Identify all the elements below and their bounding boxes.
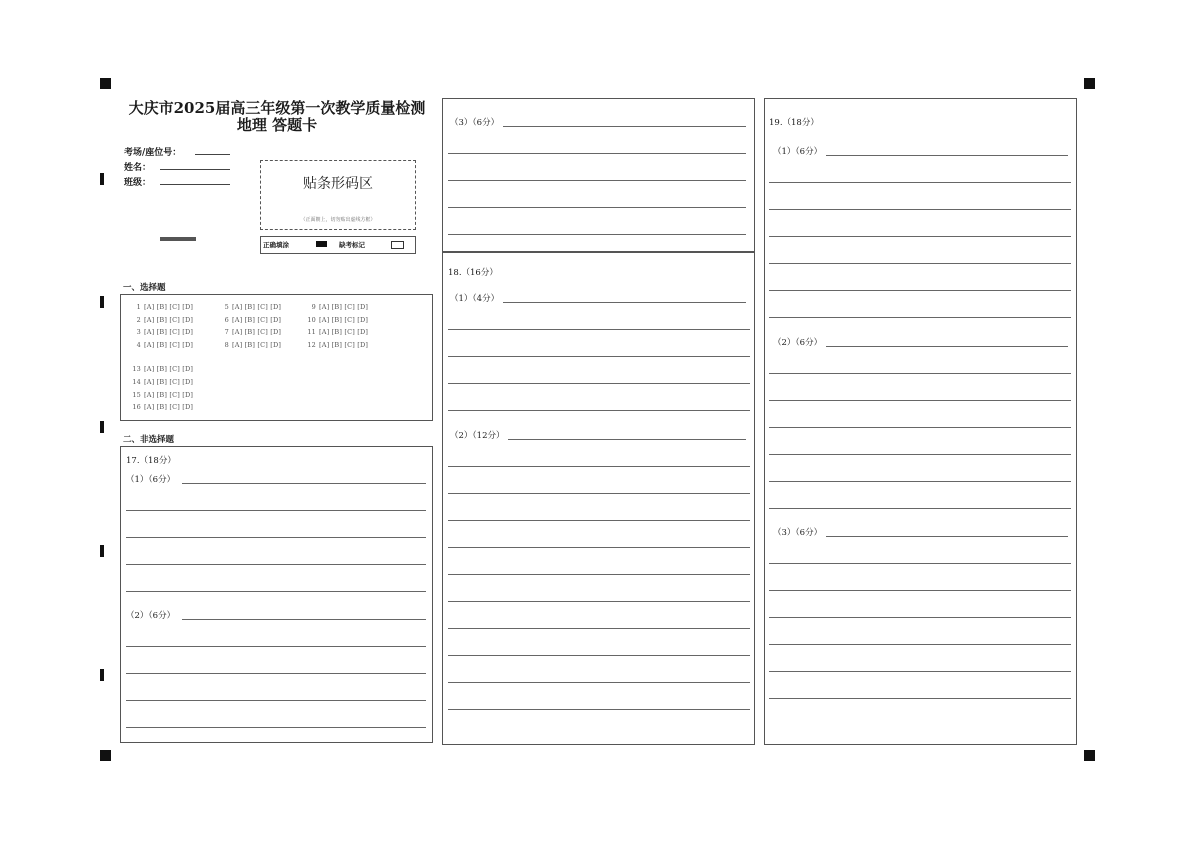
choice-number: 13 — [132, 365, 141, 373]
choice-question-5[interactable] — [218, 303, 281, 311]
choice-options[interactable]: [A] [B] [C] [D] — [144, 316, 194, 324]
answer-line[interactable] — [448, 601, 750, 602]
choice-number: 12 — [307, 341, 316, 349]
correct-fill-label: 正确填涂 — [263, 241, 289, 249]
answer-line[interactable] — [769, 373, 1071, 374]
barcode-note: （正面朝上，切勿贴出虚线方框） — [300, 217, 376, 223]
answer-line[interactable] — [126, 591, 426, 592]
class-field[interactable] — [160, 184, 230, 185]
answer-line[interactable] — [448, 493, 750, 494]
choice-options[interactable]: [A] [B] [C] [D] — [232, 303, 282, 311]
choice-options[interactable]: [A] [B] [C] [D] — [319, 328, 369, 336]
choice-number: 14 — [132, 378, 141, 386]
q19-part1-label: （1）（6分） — [773, 147, 823, 157]
q19-part2-label: （2）（6分） — [773, 338, 823, 348]
answer-line[interactable] — [769, 698, 1071, 699]
answer-line[interactable] — [448, 655, 750, 656]
barcode-title: 贴条形码区 — [303, 176, 373, 192]
choice-number: 4 — [136, 341, 141, 349]
answer-line[interactable] — [448, 547, 750, 548]
side-mark — [100, 421, 104, 433]
answer-line[interactable] — [769, 182, 1071, 183]
choice-options[interactable]: [A] [B] [C] [D] — [144, 341, 194, 349]
side-mark — [100, 669, 104, 681]
card-title: 大庆市2025届高三年级第一次教学质量检测 — [128, 99, 426, 117]
answer-line[interactable] — [448, 356, 750, 357]
q17-box — [120, 446, 433, 743]
barcode-area — [260, 160, 416, 230]
answer-line[interactable] — [769, 454, 1071, 455]
q18-box — [442, 252, 755, 745]
q19-part2-first-line[interactable] — [826, 346, 1068, 347]
choice-options[interactable]: [A] [B] [C] [D] — [144, 303, 194, 311]
answer-line[interactable] — [126, 673, 426, 674]
answer-line[interactable] — [769, 508, 1071, 509]
absent-mark-checkbox[interactable] — [391, 241, 404, 249]
answer-line[interactable] — [126, 510, 426, 511]
q17-title: 17.（18分） — [126, 456, 176, 466]
choice-number: 8 — [224, 341, 229, 349]
answer-line[interactable] — [126, 646, 426, 647]
fill-sample-box — [260, 236, 416, 254]
q19-part1-first-line[interactable] — [826, 155, 1068, 156]
exam-room-field[interactable] — [195, 154, 230, 155]
section1-title: 一、选择题 — [123, 283, 166, 293]
q17-part2-first-line[interactable] — [182, 619, 426, 620]
choice-question-15[interactable] — [130, 391, 193, 399]
choice-number: 16 — [132, 403, 141, 411]
choice-number: 7 — [224, 328, 229, 336]
answer-line[interactable] — [769, 317, 1071, 318]
choice-question-7[interactable] — [218, 328, 281, 336]
choice-box — [120, 294, 433, 421]
choice-number: 5 — [224, 303, 229, 311]
card-subtitle: 地理 答题卡 — [236, 116, 318, 134]
answer-line[interactable] — [769, 644, 1071, 645]
choice-options[interactable]: [A] [B] [C] [D] — [319, 316, 369, 324]
q17-part3-label: （3）（6分） — [450, 118, 500, 128]
answer-line[interactable] — [126, 564, 426, 565]
choice-options[interactable]: [A] [B] [C] [D] — [232, 341, 282, 349]
answer-line[interactable] — [769, 290, 1071, 291]
answer-line[interactable] — [769, 400, 1071, 401]
answer-line[interactable] — [126, 537, 426, 538]
answer-line[interactable] — [448, 234, 746, 235]
q17-part1-first-line[interactable] — [182, 483, 426, 484]
q19-title: 19.（18分） — [769, 118, 819, 128]
choice-options[interactable]: [A] [B] [C] [D] — [319, 341, 369, 349]
choice-options[interactable]: [A] [B] [C] [D] — [144, 403, 194, 411]
choice-options[interactable]: [A] [B] [C] [D] — [144, 328, 194, 336]
name-field[interactable] — [160, 169, 230, 170]
choice-number: 10 — [307, 316, 316, 324]
choice-number: 15 — [132, 391, 141, 399]
choice-number: 1 — [136, 303, 141, 311]
answer-line[interactable] — [448, 153, 746, 154]
choice-question-10[interactable] — [305, 316, 368, 324]
answer-line[interactable] — [769, 563, 1071, 564]
choice-question-13[interactable] — [130, 365, 193, 373]
choice-options[interactable]: [A] [B] [C] [D] — [319, 303, 369, 311]
corner-mark-bottom-left — [100, 750, 111, 761]
choice-options[interactable]: [A] [B] [C] [D] — [144, 378, 194, 386]
answer-line[interactable] — [448, 574, 750, 575]
choice-question-2[interactable] — [130, 316, 193, 324]
q17-part3-first-line[interactable] — [503, 126, 746, 127]
answer-line[interactable] — [448, 682, 750, 683]
answer-line[interactable] — [448, 180, 746, 181]
exam-room-label: 考场/座位号： — [124, 148, 182, 158]
class-label: 班级： — [124, 178, 152, 188]
name-label: 姓名： — [124, 163, 152, 173]
q18-part1-first-line[interactable] — [503, 302, 746, 303]
answer-line[interactable] — [448, 466, 750, 467]
choice-question-6[interactable] — [218, 316, 281, 324]
choice-question-9[interactable] — [305, 303, 368, 311]
q19-part3-label: （3）（6分） — [773, 528, 823, 538]
corner-mark-top-right — [1084, 78, 1095, 89]
choice-options[interactable]: [A] [B] [C] [D] — [144, 391, 194, 399]
answer-line[interactable] — [448, 520, 750, 521]
answer-line[interactable] — [448, 383, 750, 384]
answer-line[interactable] — [769, 671, 1071, 672]
answer-line[interactable] — [769, 236, 1071, 237]
answer-line[interactable] — [448, 628, 750, 629]
q17-part1-label: （1）（6分） — [126, 475, 176, 485]
answer-line[interactable] — [769, 590, 1071, 591]
choice-question-14[interactable] — [130, 378, 193, 386]
choice-number: 11 — [307, 328, 316, 336]
answer-line[interactable] — [769, 263, 1071, 264]
answer-line[interactable] — [769, 481, 1071, 482]
answer-line[interactable] — [769, 427, 1071, 428]
choice-question-11[interactable] — [305, 328, 368, 336]
choice-number: 3 — [136, 328, 141, 336]
side-mark — [100, 545, 104, 557]
choice-question-1[interactable] — [130, 303, 193, 311]
q18-part1-label: （1）（4分） — [450, 294, 500, 304]
answer-line[interactable] — [448, 329, 750, 330]
q18-title: 18.（16分） — [448, 268, 498, 278]
answer-line[interactable] — [448, 709, 750, 710]
answer-line[interactable] — [126, 727, 426, 728]
corner-mark-top-left — [100, 78, 111, 89]
printed-mark — [160, 237, 196, 241]
choice-options[interactable]: [A] [B] [C] [D] — [232, 328, 282, 336]
q18-part2-label: （2）（12分） — [450, 431, 505, 441]
choice-number: 6 — [224, 316, 229, 324]
answer-line[interactable] — [126, 700, 426, 701]
side-mark — [100, 173, 104, 185]
choice-question-3[interactable] — [130, 328, 193, 336]
choice-options[interactable]: [A] [B] [C] [D] — [144, 365, 194, 373]
choice-number: 9 — [311, 303, 316, 311]
answer-line[interactable] — [448, 410, 750, 411]
section2-title: 二、非选择题 — [123, 435, 175, 445]
absent-mark-label: 缺考标记 — [339, 241, 365, 249]
choice-options[interactable]: [A] [B] [C] [D] — [232, 316, 282, 324]
answer-line[interactable] — [769, 209, 1071, 210]
choice-question-16[interactable] — [130, 403, 193, 411]
answer-line[interactable] — [769, 617, 1071, 618]
choice-question-8[interactable] — [218, 341, 281, 349]
side-mark — [100, 296, 104, 308]
corner-mark-bottom-right — [1084, 750, 1095, 761]
choice-question-4[interactable] — [130, 341, 193, 349]
choice-question-12[interactable] — [305, 341, 368, 349]
choice-number: 2 — [136, 316, 141, 324]
q18-part2-first-line[interactable] — [508, 439, 746, 440]
q19-box — [764, 98, 1077, 745]
q19-part3-first-line[interactable] — [826, 536, 1068, 537]
q17-part2-label: （2）（6分） — [126, 611, 176, 621]
answer-line[interactable] — [448, 207, 746, 208]
correct-fill-sample — [316, 241, 327, 247]
